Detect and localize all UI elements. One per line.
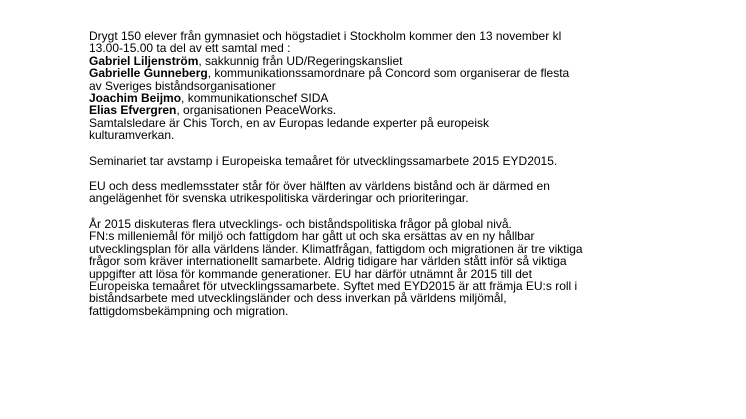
paragraph-2015-line-4: frågor som kräver internationellt samarbete. Aldrig tidigare har världen stått inför så viktiga <box>89 254 567 269</box>
document-body <box>89 30 689 317</box>
paragraph-2015-line-1: År 2015 diskuteras flera utvecklings- och biståndspolitiska frågor på global nivå. <box>89 216 512 231</box>
panelist-name: Gabriel Liljenström <box>89 53 199 68</box>
panelist-name: Elias Efvergren <box>89 103 177 118</box>
paragraph-gap <box>89 142 689 155</box>
moderator-line-1: Samtalsledare är Chis Torch, en av Europas ledande experter på europeisk <box>89 115 490 130</box>
eu-paragraph-line-2: angelägenhet för svenska utrikespolitiska värderingar och prioriteringar. <box>89 191 469 206</box>
paragraph-2015-line-2: FN:s milleniemål för miljö och fattigdom har gått ut och ska ersättas av en ny hållbar <box>89 229 535 244</box>
paragraph-2015-line-7: biståndsarbete med utvecklingsländer och dess inverkan på världens miljömål, <box>89 291 507 306</box>
panelist-4 <box>89 104 689 116</box>
paragraph-2015-line-5: uppgifter att lösa för kommande generationer. EU har därför utnämnt år 2015 till det <box>89 266 532 281</box>
intro-line-2: 13.00-15.00 ta del av ett samtal med : <box>89 41 291 56</box>
seminar-paragraph: Seminariet tar avstamp i Europeiska temaåret för utvecklingssamarbete 2015 EYD2015. <box>89 153 558 168</box>
panelist-name: Gabrielle Gunneberg <box>89 66 208 81</box>
paragraph-2015-line-6: Europeiska temaåret för utvecklingssamarbete. Syftet med EYD2015 är att främja EU:s roll i <box>89 278 578 293</box>
eu-paragraph-line-1: EU och dess medlemsstater står för över hälften av världens bistånd och är därmed en <box>89 179 550 194</box>
paragraph-2015-line-8: fattigdomsbekämpning och migration. <box>89 303 289 318</box>
panelist-2-continuation: av Sveriges biståndsorganisationer <box>89 78 276 93</box>
moderator-line-2: kulturamverkan. <box>89 128 175 143</box>
paragraph-gap <box>89 205 689 218</box>
panelist-role: , organisationen PeaceWorks. <box>176 103 337 118</box>
intro-line-1: Drygt 150 elever från gymnasiet och högstadiet i Stockholm kommer den 13 november kl <box>89 29 562 43</box>
panelist-2 <box>89 67 689 79</box>
panelist-role: , kommunikationssamordnare på Concord som organiserar de flesta <box>207 66 570 81</box>
paragraph-2015-line-3: utvecklingsplan för alla världens länder. Klimatfrågan, fattigdom och migrationen är tre viktiga <box>89 241 583 256</box>
panelist-name: Joachim Beijmo <box>89 91 182 106</box>
panelist-role: , kommunikationschef SIDA <box>181 91 329 106</box>
panelist-role: , sakkunnig från UD/Regeringskansliet <box>198 53 403 68</box>
